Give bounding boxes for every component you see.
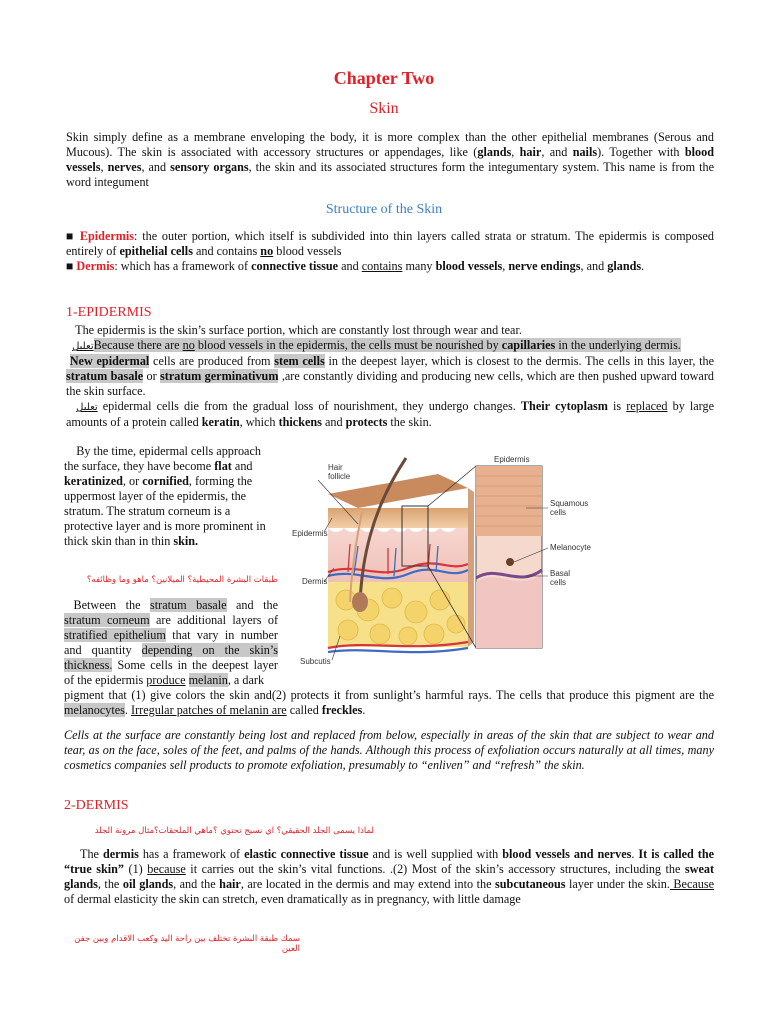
structure-heading: Structure of the Skin bbox=[325, 202, 443, 217]
keratinization-column: By the time, epidermal cells approach the surface, they have become flat and keratinized, or cornified, forming the uppermost layer of the epidermis, the stratum. The stratum corneum is a protective layer and is more prominent in thick skin than in thin skin. bbox=[64, 444, 266, 548]
arabic-note-2: لماذا يسمى الجلد الحقيقي؟ اي نسيج تحتوي ؟ماهي الملحقات؟مثال مرونة الجلد bbox=[94, 826, 374, 836]
inset-squamous-layer bbox=[476, 466, 542, 536]
skin-cross-section-figure bbox=[288, 452, 606, 698]
epidermis-layer bbox=[328, 508, 468, 528]
label-hair-follicle-l2: follicle bbox=[328, 472, 351, 481]
label-epidermis-left: Epidermis bbox=[292, 529, 328, 538]
inset-dermis bbox=[476, 574, 542, 648]
intro-paragraph: Skin simply define as a membrane enveloping the body, it is more complex than the other epithelial membranes (Serous and Mucous). The skin is associated with accessory structures or appendages, like (glands, hair, and nails). Together with blood vessels, nerves, and sensory organs, the skin and its associated structures form the integumentary system. This name is from the word integument bbox=[66, 130, 714, 189]
chapter-subtitle: Skin bbox=[369, 100, 399, 117]
label-melanocyte: Melanocyte bbox=[550, 543, 591, 552]
hair-bulb bbox=[352, 592, 368, 612]
block-side bbox=[468, 488, 474, 647]
label-dermis: Dermis bbox=[302, 577, 328, 586]
label-hair-follicle-l1: Hair bbox=[328, 463, 343, 472]
label-basal: Basal cells bbox=[550, 569, 571, 587]
section-dermis-heading: 2-DERMIS bbox=[64, 798, 129, 813]
label-epidermis-top: Epidermis bbox=[494, 455, 530, 464]
arabic-note-3: سمك طبقة البشرة تختلف بين راحة اليد وكعب الاقدام وبين جفن العين bbox=[74, 934, 300, 954]
label-hair-follicle bbox=[328, 463, 351, 481]
exfoliation-paragraph: Cells at the surface are constantly being lost and replaced from below, especially in areas of the skin that are subject to wear and tear, as on the face, soles of the feet, and palms of the hands. Although this process of exfoliation occurs naturally at all times, many cosmetics companies sell products to promote exfoliation, presumably to “enliven” and “refresh” the skin. bbox=[64, 728, 714, 772]
arabic-note-1: طبقات البشرة المحيطية؟ الميلانين؟ ماهو وما وظائفه؟ bbox=[86, 575, 278, 585]
label-squamous: Squamous cells bbox=[550, 499, 589, 517]
label-subcutis: Subcutis bbox=[300, 657, 331, 666]
epidermis-definition: ■ Epidermis: the outer portion, which itself is subdivided into thin layers called strata or stratum. The epidermis is composed entirely of epithelial cells and contains no blood vessels bbox=[66, 229, 714, 258]
dermis-definition: ■ Dermis: which has a framework of connective tissue and contains many blood vessels, nerve endings, and glands. bbox=[66, 259, 645, 273]
epidermis-text: The epidermis is the skin’s surface portion, which are constantly lost through wear and tear. تعليلBecause there are no blood vessels in the epidermis, the cells must be nourished by capillaries in the underlying dermis. New epidermal cells are produced from stem cells in the deepest layer, which is closest to the dermis. The cells in this layer, the stratum basale or stratum germinativum ,are constantly dividing and producing new cells, which are then pushed upward toward the skin surface. تعليل epidermal cells die from the gradual loss of nourishment, they undergo changes. Their cytoplasm is replaced by large amounts of a protein called keratin, which thickens and protects the skin. bbox=[66, 323, 715, 429]
inset-melanocyte bbox=[506, 558, 514, 566]
stratum-column: Between the stratum basale and the stratum corneum are additional layers of stratified epithelium that vary in number and quantity depending on the skin’s thickness. Some cells in the deepest layer of the epidermis produce melanin, a dark bbox=[64, 598, 278, 687]
dermis-paragraph: The dermis has a framework of elastic connective tissue and is well supplied with blood vessels and nerves. It is called the “true skin” (1) because it carries out the skin’s vital functions. .(2) Most of the skin’s accessory structures, including the sweat glands, the oil glands, and the hair, are located in the dermis and may extend into the subcutaneous layer under the skin. Because of dermal elasticity the skin can stretch, even dramatically as in pregnancy, with little damage bbox=[64, 847, 715, 906]
section-epidermis-heading: 1-EPIDERMIS bbox=[66, 305, 152, 320]
chapter-title: Chapter Two bbox=[333, 68, 435, 88]
pigment-paragraph: pigment that (1) give colors the skin and(2) protects it from sunlight’s harmful rays. The cells that produce this pigment are the melanocytes. Irregular patches of melanin are called freckles. bbox=[64, 688, 714, 717]
